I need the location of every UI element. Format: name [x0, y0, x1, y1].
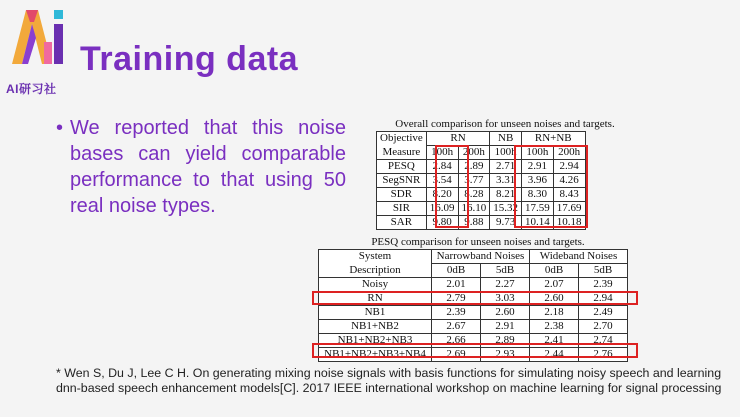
table-cell: Noisy [319, 278, 432, 292]
bullet-text: We reported that this noise bases can yield comparable performance to that using 50 real noise types. [70, 117, 346, 217]
table-cell: 4.26 [553, 174, 585, 188]
table-cell: SegSNR [377, 174, 427, 188]
table-cell: 16.09 [426, 202, 458, 216]
table-cell: 15.32 [490, 202, 522, 216]
table2-caption: PESQ comparison for unseen noises and targets. [371, 236, 585, 248]
table-cell: 2.71 [490, 160, 522, 174]
highlight-nb4-row-box [312, 343, 638, 358]
table1-header: 200h [458, 146, 490, 160]
table1-header-row1 [377, 132, 586, 146]
bullet-item [56, 115, 346, 219]
table2-header: Wideband Noises [530, 250, 628, 264]
table-cell: NB1 [319, 306, 432, 320]
table-cell: 10.14 [522, 216, 554, 230]
table-cell: 2.93 [481, 348, 530, 362]
table-cell: 2.70 [579, 320, 628, 334]
table-cell: 2.44 [530, 348, 579, 362]
table-cell: 2.91 [522, 160, 554, 174]
table-cell: 8.21 [490, 188, 522, 202]
table1-header: NB [490, 132, 522, 146]
table-cell: 17.59 [522, 202, 554, 216]
table2-header: 5dB [481, 264, 530, 278]
table1-header: Measure [377, 146, 427, 160]
table-cell: 3.31 [490, 174, 522, 188]
table-cell: 2.89 [481, 334, 530, 348]
table2-header: 5dB [579, 264, 628, 278]
table-cell: 2.39 [432, 306, 481, 320]
table2-header: Description [319, 264, 432, 278]
table1-header: 100h [426, 146, 458, 160]
ai-logo-icon [4, 2, 74, 72]
table-cell: 2.94 [579, 292, 628, 306]
table-cell: 2.60 [481, 306, 530, 320]
table-cell: 9.80 [426, 216, 458, 230]
table-cell: 3.03 [481, 292, 530, 306]
table-cell: 3.96 [522, 174, 554, 188]
table-cell: SDR [377, 188, 427, 202]
table-cell: PESQ [377, 160, 427, 174]
table1-header: Objective [377, 132, 427, 146]
highlight-nb-rnnb-100h-box [514, 145, 588, 228]
table-cell: 2.66 [432, 334, 481, 348]
table-cell: NB1+NB2+NB3 [319, 334, 432, 348]
table-cell: 2.49 [579, 306, 628, 320]
table2-header-row2 [319, 264, 628, 278]
table-cell: 17.69 [553, 202, 585, 216]
table-cell: 2.69 [432, 348, 481, 362]
table-cell: 2.07 [530, 278, 579, 292]
table-cell: 2.60 [530, 292, 579, 306]
brand-text: AI研习社 [6, 82, 57, 96]
table-cell: 9.73 [490, 216, 522, 230]
table-cell: 2.38 [530, 320, 579, 334]
table1-header: RN+NB [522, 132, 586, 146]
table-cell: SAR [377, 216, 427, 230]
table-cell: 8.43 [553, 188, 585, 202]
table-cell: 3.54 [426, 174, 458, 188]
bullet-list [56, 115, 346, 219]
table2-header: 0dB [432, 264, 481, 278]
table-cell: 2.18 [530, 306, 579, 320]
highlight-rn-100h-box [435, 145, 469, 228]
table2-header-row1 [319, 250, 628, 264]
table1-header: RN [426, 132, 490, 146]
table-cell: 2.79 [432, 292, 481, 306]
table2-header: System [319, 250, 432, 264]
table-cell: 2.84 [426, 160, 458, 174]
table-cell: 2.27 [481, 278, 530, 292]
table-cell: 2.41 [530, 334, 579, 348]
table-row [319, 306, 628, 320]
table2-header: 0dB [530, 264, 579, 278]
table-cell: 2.76 [579, 348, 628, 362]
highlight-rn-row-box [312, 291, 638, 305]
table-cell: NB1+NB2 [319, 320, 432, 334]
table1-header: 100h [490, 146, 522, 160]
table-cell: 3.77 [458, 174, 490, 188]
table-cell: 2.01 [432, 278, 481, 292]
table-cell: 2.74 [579, 334, 628, 348]
table-cell: RN [319, 292, 432, 306]
table1-header: 200h [553, 146, 585, 160]
table-cell: 2.39 [579, 278, 628, 292]
footnote-citation: * Wen S, Du J, Lee C H. On generating mixing noise signals with basis functions for simulating noisy speech and learning dnn-based speech enhancement models[C]. 2017 IEEE international workshop on machine learning for signal processing [56, 366, 722, 395]
table-row [319, 320, 628, 334]
table2-header: Narrowband Noises [432, 250, 530, 264]
table-cell: 10.18 [553, 216, 585, 230]
table1-header: 100h [522, 146, 554, 160]
page-title: Training data [80, 40, 299, 78]
table-cell: 9.88 [458, 216, 490, 230]
table-cell: 2.67 [432, 320, 481, 334]
table1-caption: Overall comparison for unseen noises and targets. [395, 118, 615, 130]
table-cell: NB1+NB2+NB3+NB4 [319, 348, 432, 362]
bullet-dot: • [56, 117, 64, 139]
table-cell: 2.89 [458, 160, 490, 174]
table-cell: 8.28 [458, 188, 490, 202]
table-cell: SIR [377, 202, 427, 216]
table-cell: 16.10 [458, 202, 490, 216]
table-cell: 2.94 [553, 160, 585, 174]
table-row [319, 278, 628, 292]
table-cell: 8.20 [426, 188, 458, 202]
table-cell: 2.91 [481, 320, 530, 334]
table-cell: 8.30 [522, 188, 554, 202]
